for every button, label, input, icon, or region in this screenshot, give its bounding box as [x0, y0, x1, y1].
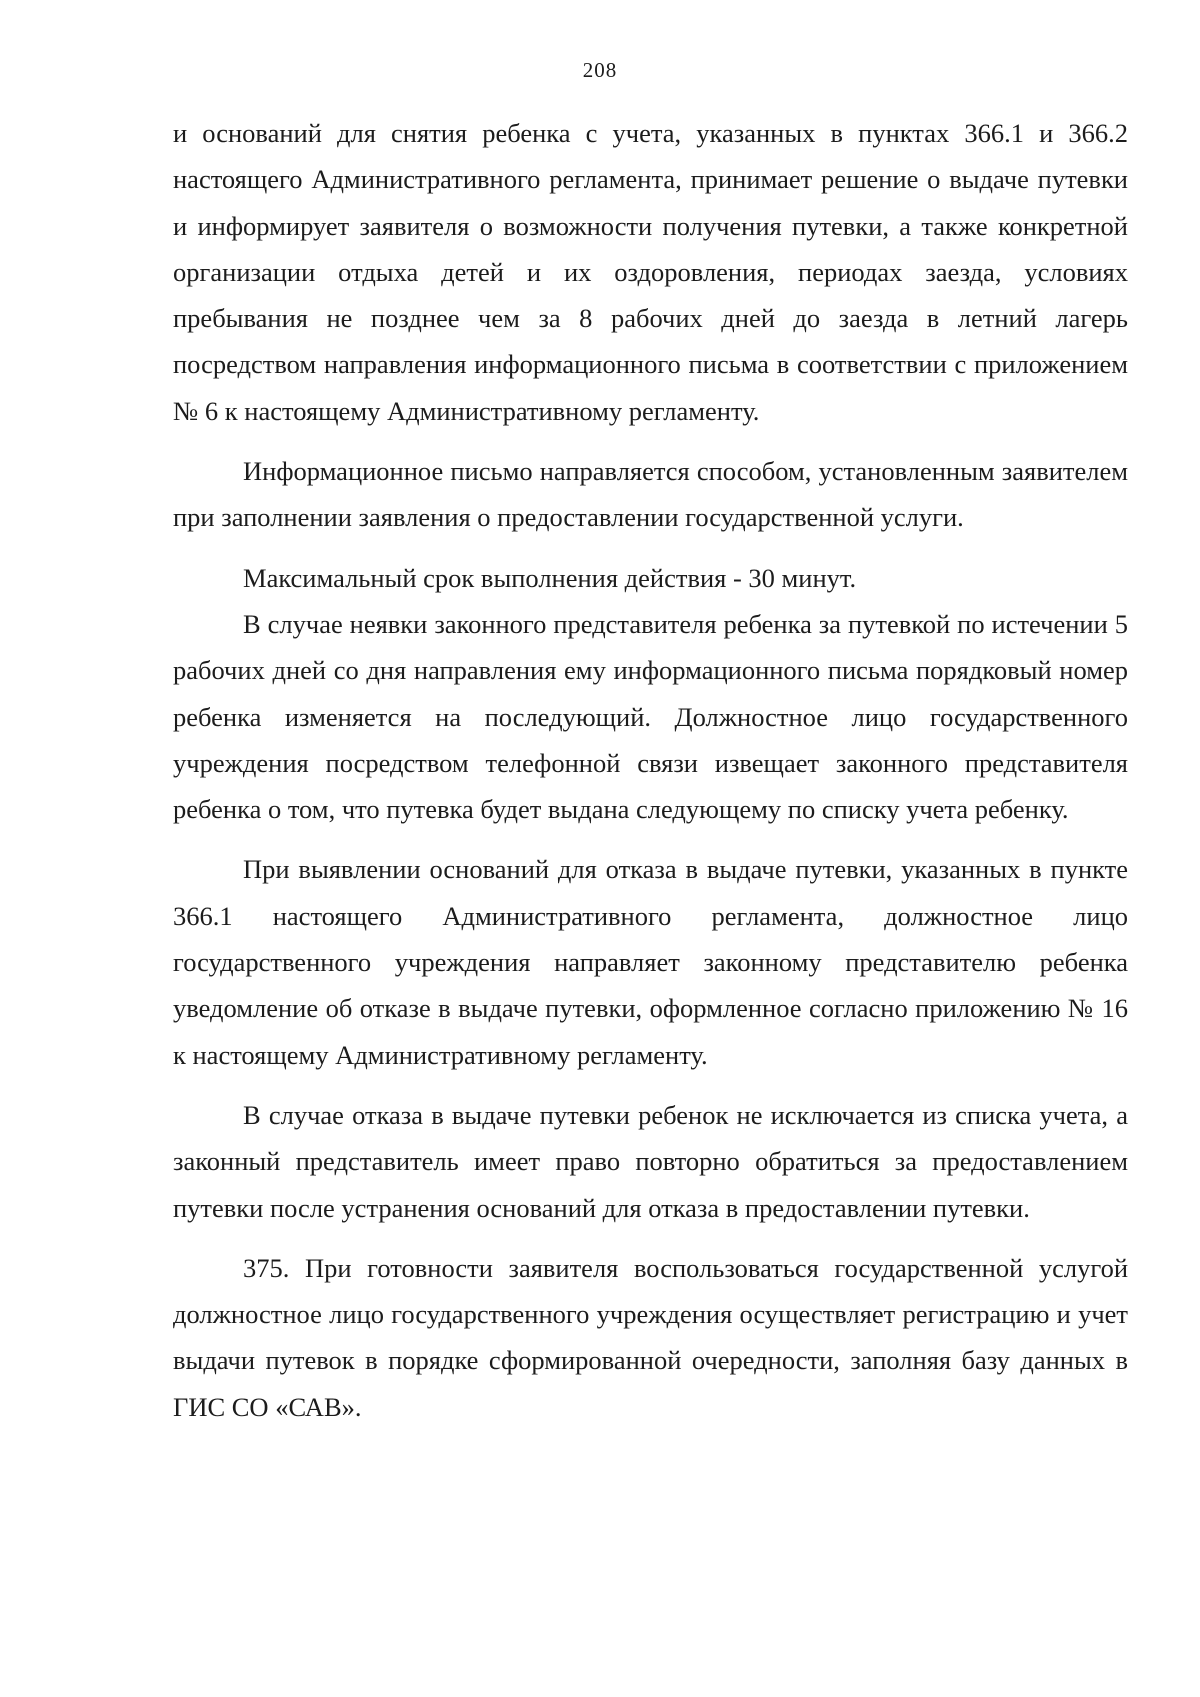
paragraph-no-show: В случае неявки законного представителя ребенка за путевкой по истечении 5 рабочих дней со дня направления ему информационного письма порядковый номер ребенка изменяется на последующий. Должностное лицо государственного учреждения посредством телефонной связи извещает законного представителя ребенка о том, что путевка будет выдана следующему по списку учета ребенку. — [173, 608, 1128, 825]
paragraph-info-letter: Информационное письмо направляется способом, установленным заявителем при заполнении заявления о предоставлении государственной услуги. — [173, 456, 1128, 533]
page-number: 208 — [582, 58, 618, 82]
paragraph-refusal-case: В случае отказа в выдаче путевки ребенок не исключается из списка учета, а законный представитель имеет право повторно обратиться за предоставлением путевки после устранения оснований для отказа в предоставлении путевки. — [173, 1099, 1128, 1223]
paragraph-continuation: и оснований для снятия ребенка с учета, указанных в пунктах 366.1 и 366.2 настоящего Административного регламента, принимает решение о выдаче путевки и информирует заявителя о возможности получения путевки, а также конкретной организации отдыха детей и их оздоровления, периодах заезда, условиях пребывания не позднее чем за 8 рабочих дней до заезда в летний лагерь посредством направления информационного письма в соответствии с приложением № 6 к настоящему Административному регламенту. — [173, 118, 1128, 426]
paragraph-refusal-grounds: При выявлении оснований для отказа в выдаче путевки, указанных в пункте 366.1 настоящего Административного регламента, должностное лицо государственного учреждения направляет законному представителю ребенка уведомление об отказе в выдаче путевки, оформленное согласно приложению № 16 к настоящему Административному регламенту. — [173, 854, 1128, 1070]
document-body — [173, 110, 1128, 1430]
paragraph-max-time: Максимальный срок выполнения действия - 30 минут. — [243, 562, 857, 593]
paragraph-375: 375. При готовности заявителя воспользоваться государственной услугой должностное лицо государственного учреждения осуществляет регистрацию и учет выдачи путевок в порядке сформированной очередности, заполняя базу данных в ГИС СО «САВ». — [173, 1252, 1128, 1422]
